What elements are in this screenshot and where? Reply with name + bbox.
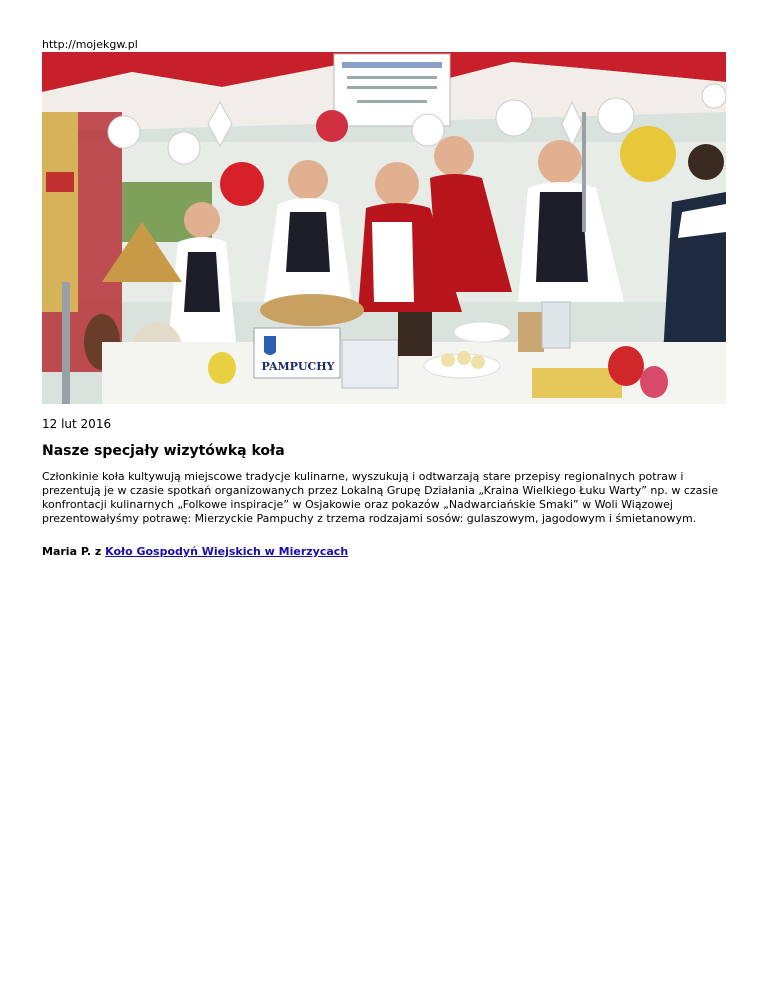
page-url: http://mojekgw.pl — [42, 38, 138, 51]
author-line — [42, 545, 348, 559]
article-date: 12 lut 2016 — [42, 417, 112, 431]
author-organization-link[interactable]: Koło Gospodyń Wiejskich w Mierzycach — [105, 545, 349, 558]
article-body: Członkinie koła kultywują miejscowe tradycje kulinarne, wyszukują i odtwarzają stare przepisy regionalnych potraw i prezentują je w czasie spotkań organizowanych przez Lokalną Grupę Działania „Kraina Wielkiego Łuku Warty” np. w czasie konfrontacji kulinarnych „Folkowe inspiracje” w Osjakowie oraz pokazów „Nadwarciańskie Smaki” w Woli Wiązowej prezentowałyśmy potrawę: Mierzyckie Pampuchy z trzema rodzajami sosów: gulaszowym, jagodowym i śmietanowym. — [42, 470, 718, 525]
photo-scene — [42, 52, 726, 404]
pampuchy-sign-text: PAMPUCHY — [261, 360, 335, 373]
article-title: Nasze specjały wizytówką koła — [42, 443, 285, 459]
author-prefix: Maria P. z — [42, 545, 106, 558]
article-photo — [42, 52, 726, 404]
